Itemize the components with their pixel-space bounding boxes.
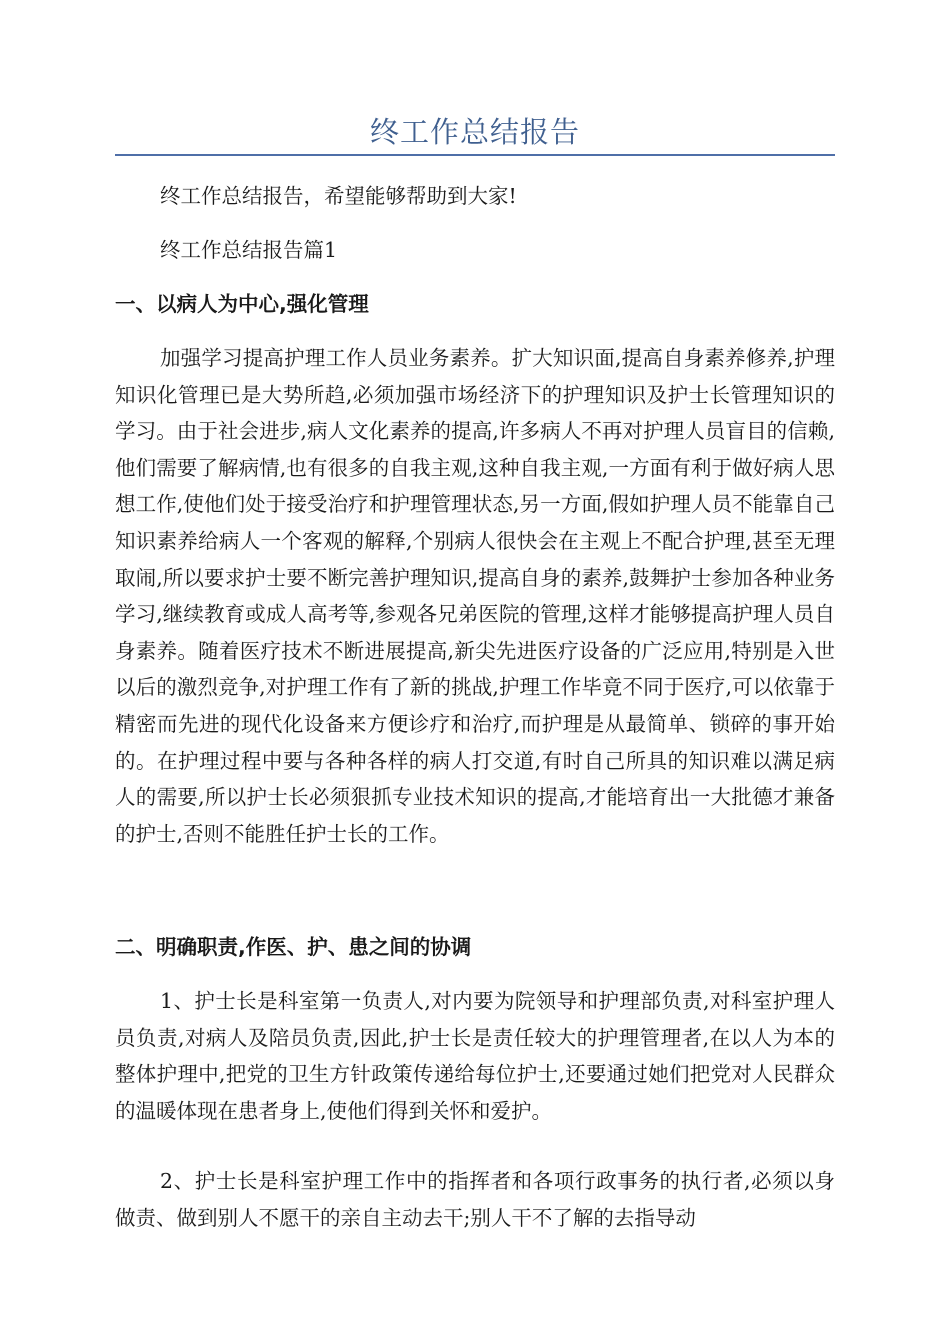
title-underline: [115, 154, 835, 156]
section2-heading: 二、明确职责,作医、护、患之间的协调: [115, 935, 472, 959]
section1-heading: 一、以病人为中心,强化管理: [115, 292, 369, 316]
section2-paragraph-2: 2、护士长是科室护理工作中的指挥者和各项行政事务的执行者,必须以身做责、做到别人不愿干的亲自主动去干;别人干不了解的去指导动: [115, 1169, 835, 1230]
subtitle-paragraph: 终工作总结报告篇1: [160, 238, 338, 262]
section2-paragraph-1: 1、护士长是科室第一负责人,对内要为院领导和护理部负责,对科室护理人员负责,对病人及陪员负责,因此,护士长是责任较大的护理管理者,在以人为本的整体护理中,把党的卫生方针政策传递给每位护士,还要通过她们把党对人民群众的温暖体现在患者身上,使他们得到关怀和爱护。: [115, 989, 835, 1123]
document-title: 终工作总结报告: [369, 115, 580, 149]
intro-paragraph: 终工作总结报告，希望能够帮助到大家!: [160, 184, 517, 208]
section1-body: 加强学习提高护理工作人员业务素养。扩大知识面,提高自身素养修养,护理知识化管理已是大势所趋,必须加强市场经济下的护理知识及护士长管理知识的学习。由于社会进步,病人文化素养的提高,许多病人不再对护理人员盲目的信赖,他们需要了解病情,也有很多的自我主观,这种自我主观,一方面有利于做好病人思想工作,使他们处于接受治疗和护理管理状态,另一方面,假如护理人员不能靠自己知识素养给病人一个客观的解释,个别病人很快会在主观上不配合护理,甚至无理取闹,所以要求护士要不断完善护理知识,提高自身的素养,鼓舞护士参加各种业务学习,继续教育或成人高考等,参观各兄弟医院的管理,这样才能够提高护理人员自身素养。随着医疗技术不断进展提高,新尖先进医疗设备的广泛应用,特别是入世以后的激烈竞争,对护理工作有了新的挑战,护理工作毕竟不同于医疗,可以依靠于精密而先进的现代化设备来方便诊疗和治疗,而护理是从最简单、锁碎的事开始的。在护理过程中要与各种各样的病人打交道,有时自己所具的知识难以满足病人的需要,所以护士长必须狠抓专业技术知识的提高,才能培育出一大批德才兼备的护士,否则不能胜任护士长的工作。: [115, 346, 835, 846]
